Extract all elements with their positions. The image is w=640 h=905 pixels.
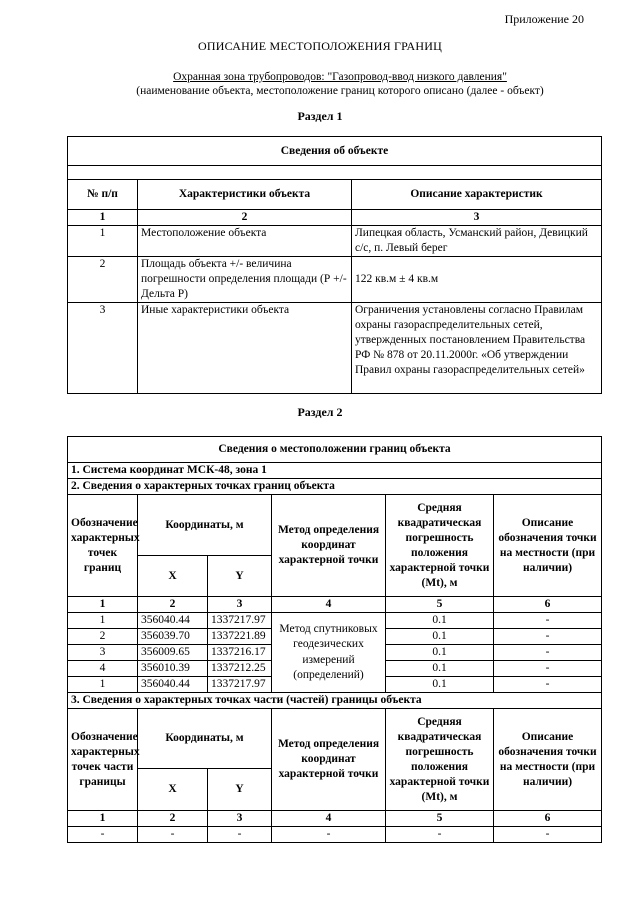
section2-title: Раздел 2 (297, 405, 343, 419)
index-cell: 5 (386, 811, 494, 827)
document-title: ОПИСАНИЕ МЕСТОПОЛОЖЕНИЯ ГРАНИЦ (198, 39, 442, 53)
row-description: 122 кв.м ± 4 кв.м (352, 257, 602, 303)
boundary-table (67, 436, 602, 843)
part-cell: - (386, 827, 494, 843)
index-cell: 6 (494, 811, 602, 827)
col-header-method: Метод определения координат характерной точки (272, 495, 386, 597)
col-header-characteristic: Характеристики объекта (138, 180, 352, 210)
row-description: Липецкая область, Усманский район, Девицкий с/с, п. Левый берег (352, 226, 602, 257)
row-num: 2 (68, 257, 138, 303)
row-characteristic: Иные характеристики объекта (138, 303, 352, 394)
table-row (68, 257, 602, 303)
object-info-table-title: Сведения об объекте (68, 137, 602, 166)
point-y: 1337217.97 (208, 613, 272, 629)
object-caption: (наименование объекта, местоположение границ которого описано (далее - объект) (136, 85, 544, 97)
point-x: 356010.39 (138, 661, 208, 677)
point-error: 0.1 (386, 645, 494, 661)
row-characteristic: Площадь объекта +/- величина погрешности определения площади (Р +/- Дельта Р) (138, 257, 352, 303)
point-error: 0.1 (386, 613, 494, 629)
col-header-description: Описание характеристик (352, 180, 602, 210)
point-error: 0.1 (386, 629, 494, 645)
table-row (68, 827, 602, 843)
point-x: 356040.44 (138, 613, 208, 629)
col-header-coords: Координаты, м (138, 495, 272, 556)
spacer-row (68, 166, 602, 180)
index-cell: 3 (352, 210, 602, 226)
point-number: 1 (68, 613, 138, 629)
point-description: - (494, 645, 602, 661)
coordinate-system-row: 1. Система координат МСК-48, зона 1 (68, 463, 602, 479)
part-cell: - (272, 827, 386, 843)
col-header-error: Средняя квадратическая погрешность положения характерной точки (Mt), м (386, 709, 494, 811)
point-error: 0.1 (386, 677, 494, 693)
point-y: 1337216.17 (208, 645, 272, 661)
col-header-y: Y (208, 769, 272, 811)
point-y: 1337217.97 (208, 677, 272, 693)
section1-title: Раздел 1 (297, 109, 343, 123)
boundary-table-title: Сведения о местоположении границ объекта (68, 437, 602, 463)
object-name: Охранная зона трубопроводов: "Газопровод-ввод низкого давления" (173, 71, 507, 83)
col-header-x: X (138, 769, 208, 811)
index-cell: 2 (138, 597, 208, 613)
col-header-part-point: Обозначение характерных точек части границы (68, 709, 138, 811)
index-cell: 4 (272, 811, 386, 827)
index-cell: 5 (386, 597, 494, 613)
point-description: - (494, 661, 602, 677)
point-number: 3 (68, 645, 138, 661)
index-cell: 4 (272, 597, 386, 613)
index-cell: 2 (138, 811, 208, 827)
part-cell: - (68, 827, 138, 843)
row-characteristic: Местоположение объекта (138, 226, 352, 257)
point-number: 1 (68, 677, 138, 693)
col-header-method: Метод определения координат характерной точки (272, 709, 386, 811)
boundary-points-heading: 2. Сведения о характерных точках границ объекта (68, 479, 602, 495)
table-row (68, 303, 602, 394)
point-method: Метод спутниковых геодезических измерений (определений) (272, 613, 386, 693)
point-y: 1337212.25 (208, 661, 272, 677)
index-cell: 6 (494, 597, 602, 613)
col-header-error: Средняя квадратическая погрешность положения характерной точки (Mt), м (386, 495, 494, 597)
object-subject (60, 70, 620, 98)
part-points-heading: 3. Сведения о характерных точках части (частей) границы объекта (68, 693, 602, 709)
col-header-x: X (138, 556, 208, 597)
row-num: 3 (68, 303, 138, 394)
col-header-num: № п/п (68, 180, 138, 210)
index-cell: 2 (138, 210, 352, 226)
point-description: - (494, 677, 602, 693)
point-error: 0.1 (386, 661, 494, 677)
col-header-y: Y (208, 556, 272, 597)
object-info-table (67, 136, 602, 394)
point-y: 1337221.89 (208, 629, 272, 645)
index-cell: 3 (208, 811, 272, 827)
point-number: 4 (68, 661, 138, 677)
part-cell: - (138, 827, 208, 843)
table-row (68, 613, 602, 629)
appendix-label: Приложение 20 (504, 12, 584, 26)
row-description: Ограничения установлены согласно Правилам охраны газораспределительных сетей, утвержденных постановлением Правительства РФ № 878 от 20.11.2000г. «Об утверждении Правил охраны газораспределительных сетей» (352, 303, 602, 394)
index-cell: 1 (68, 811, 138, 827)
table-row (68, 226, 602, 257)
part-cell: - (494, 827, 602, 843)
point-x: 356040.44 (138, 677, 208, 693)
col-header-coords: Координаты, м (138, 709, 272, 769)
col-header-point: Обозначение характерных точек границ (68, 495, 138, 597)
index-cell: 3 (208, 597, 272, 613)
point-description: - (494, 629, 602, 645)
col-header-point-description: Описание обозначения точки на местности (при наличии) (494, 495, 602, 597)
point-description: - (494, 613, 602, 629)
index-cell: 1 (68, 597, 138, 613)
point-x: 356039.70 (138, 629, 208, 645)
row-num: 1 (68, 226, 138, 257)
part-cell: - (208, 827, 272, 843)
index-cell: 1 (68, 210, 138, 226)
point-x: 356009.65 (138, 645, 208, 661)
point-number: 2 (68, 629, 138, 645)
col-header-point-description: Описание обозначения точки на местности (при наличии) (494, 709, 602, 811)
